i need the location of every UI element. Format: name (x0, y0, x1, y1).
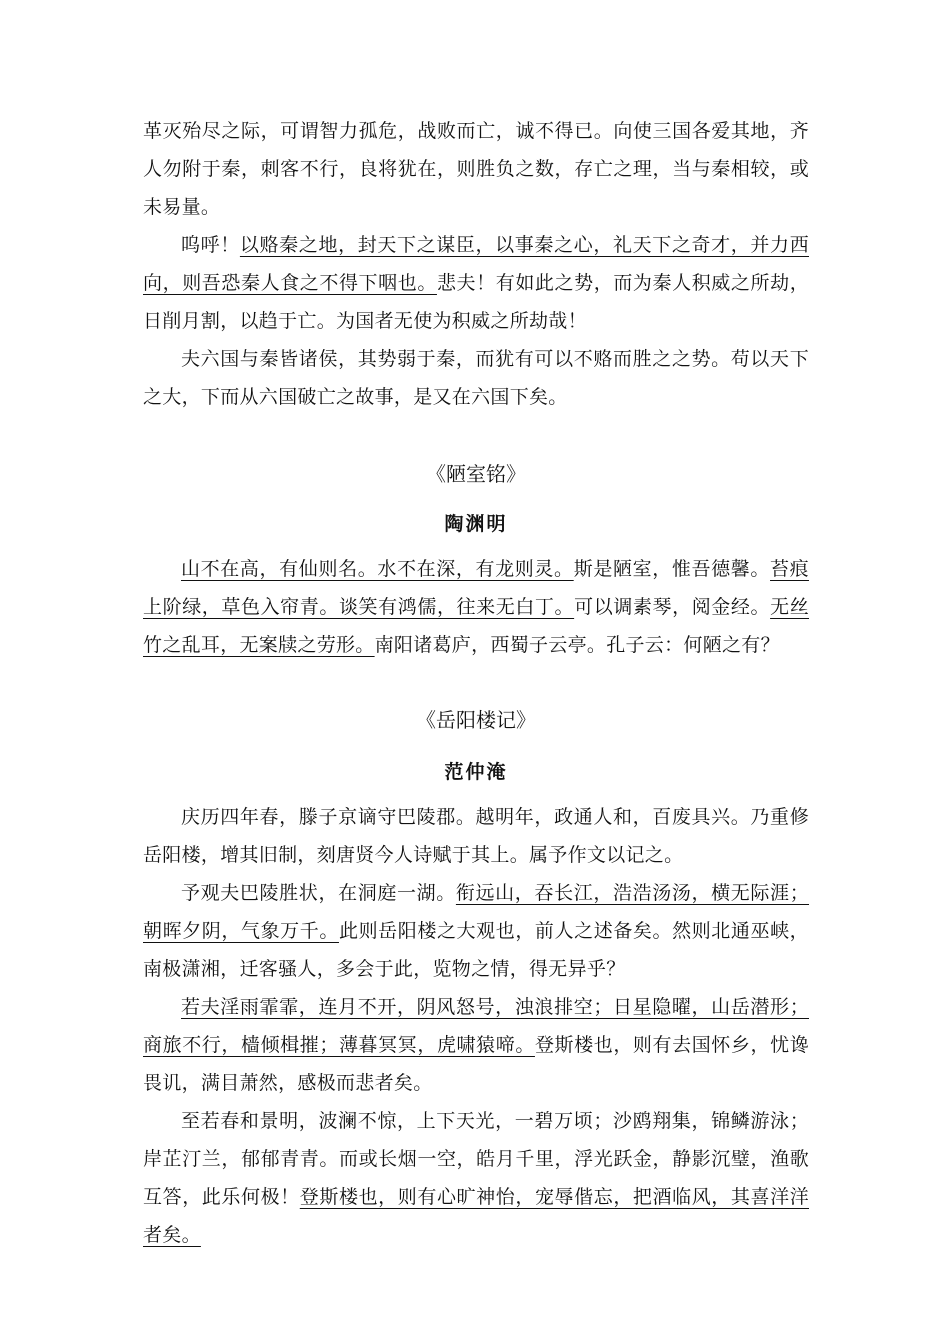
loushiming-title: 《陋室铭》 (426, 462, 526, 486)
text-segment: 夫六国与秦皆诸侯，其势弱于秦，而犹有可以不赂而胜之之势。苟以天下之大，下而从六国破亡之故事，是又在六国下矣。 (143, 348, 809, 408)
text-segment: 此则岳阳楼之大观也，前人之述备矣。然则北通巫峡，南极潇湘，迁客骚人，多会于此，览物之情，得无异乎？ (143, 920, 809, 980)
loushiming-paragraph (143, 550, 809, 664)
yueyanglouji-paragraph-2 (143, 874, 809, 988)
text-segment: 登斯楼也，则有去国怀乡，忧谗畏讥，满目萧然，感极而悲者矣。 (143, 1034, 809, 1094)
text-segment: 南阳诸葛庐，西蜀子云亭。孔子云：何陋之有？ (374, 634, 780, 656)
text-segment: 庆历四年春，滕子京谪守巴陵郡。越明年，政通人和，百废具兴。乃重修岳阳楼，增其旧制，刻唐贤今人诗赋于其上。属予作文以记之。 (143, 806, 809, 866)
yueyanglouji-author: 范仲淹 (444, 761, 508, 783)
text-segment: 呜呼！ (181, 234, 240, 256)
liuguo-paragraph-3 (143, 340, 809, 416)
text-segment: 可以调素琴，阅金经。 (574, 596, 771, 618)
loushiming-author: 陶渊明 (444, 513, 508, 535)
text-segment: 悲夫！有如此之势，而为秦人积威之所劫，日削月割，以趋于亡。为国者无使为积威之所劫哉！ (143, 272, 809, 332)
text-segment: 予观夫巴陵胜状，在洞庭一湖。 (181, 882, 456, 904)
document-page (143, 112, 809, 1254)
underlined-text-segment: 若夫淫雨霏霏，连月不开，阴风怒号，浊浪排空；日星隐曜，山岳潜形；商旅不行，樯倾楫摧；薄暮冥冥，虎啸猿啼。 (143, 996, 809, 1056)
yueyanglouji-paragraph-1 (143, 798, 809, 874)
liuguo-paragraph-2 (143, 226, 809, 340)
underlined-text-segment: 衔远山，吞长江，浩浩汤汤，横无际涯；朝晖夕阴，气象万千。 (143, 882, 810, 942)
yueyanglouji-title: 《岳阳楼记》 (416, 708, 536, 732)
underlined-text-segment: 苔痕上阶绿，草色入帘青。谈笑有鸿儒，往来无白丁。 (143, 558, 809, 618)
underlined-text-segment: 无丝竹之乱耳，无案牍之劳形。 (143, 596, 809, 656)
underlined-text-segment: 登斯楼也，则有心旷神怡，宠辱偕忘，把酒临风，其喜洋洋者矣。 (143, 1186, 809, 1246)
text-segment: 革灭殆尽之际，可谓智力孤危，战败而亡，诚不得已。向使三国各爱其地，齐人勿附于秦，刺客不行，良将犹在，则胜负之数，存亡之理，当与秦相较，或未易量。 (143, 120, 809, 218)
yueyanglouji-paragraph-4 (143, 1102, 809, 1254)
text-segment: 斯是陋室，惟吾德馨。 (573, 558, 771, 580)
liuguo-paragraph-1 (143, 112, 809, 226)
yueyanglouji-paragraph-3 (143, 988, 809, 1102)
underlined-text-segment: 以赂秦之地，封天下之谋臣，以事秦之心，礼天下之奇才，并力西向，则吾恐秦人食之不得下咽也。 (143, 234, 809, 294)
underlined-text-segment: 山不在高，有仙则名。水不在深，有龙则灵。 (181, 558, 574, 580)
text-segment: 至若春和景明，波澜不惊，上下天光，一碧万顷；沙鸥翔集，锦鳞游泳；岸芷汀兰，郁郁青青。而或长烟一空，皓月千里，浮光跃金，静影沉璧，渔歌互答，此乐何极！ (143, 1110, 809, 1208)
